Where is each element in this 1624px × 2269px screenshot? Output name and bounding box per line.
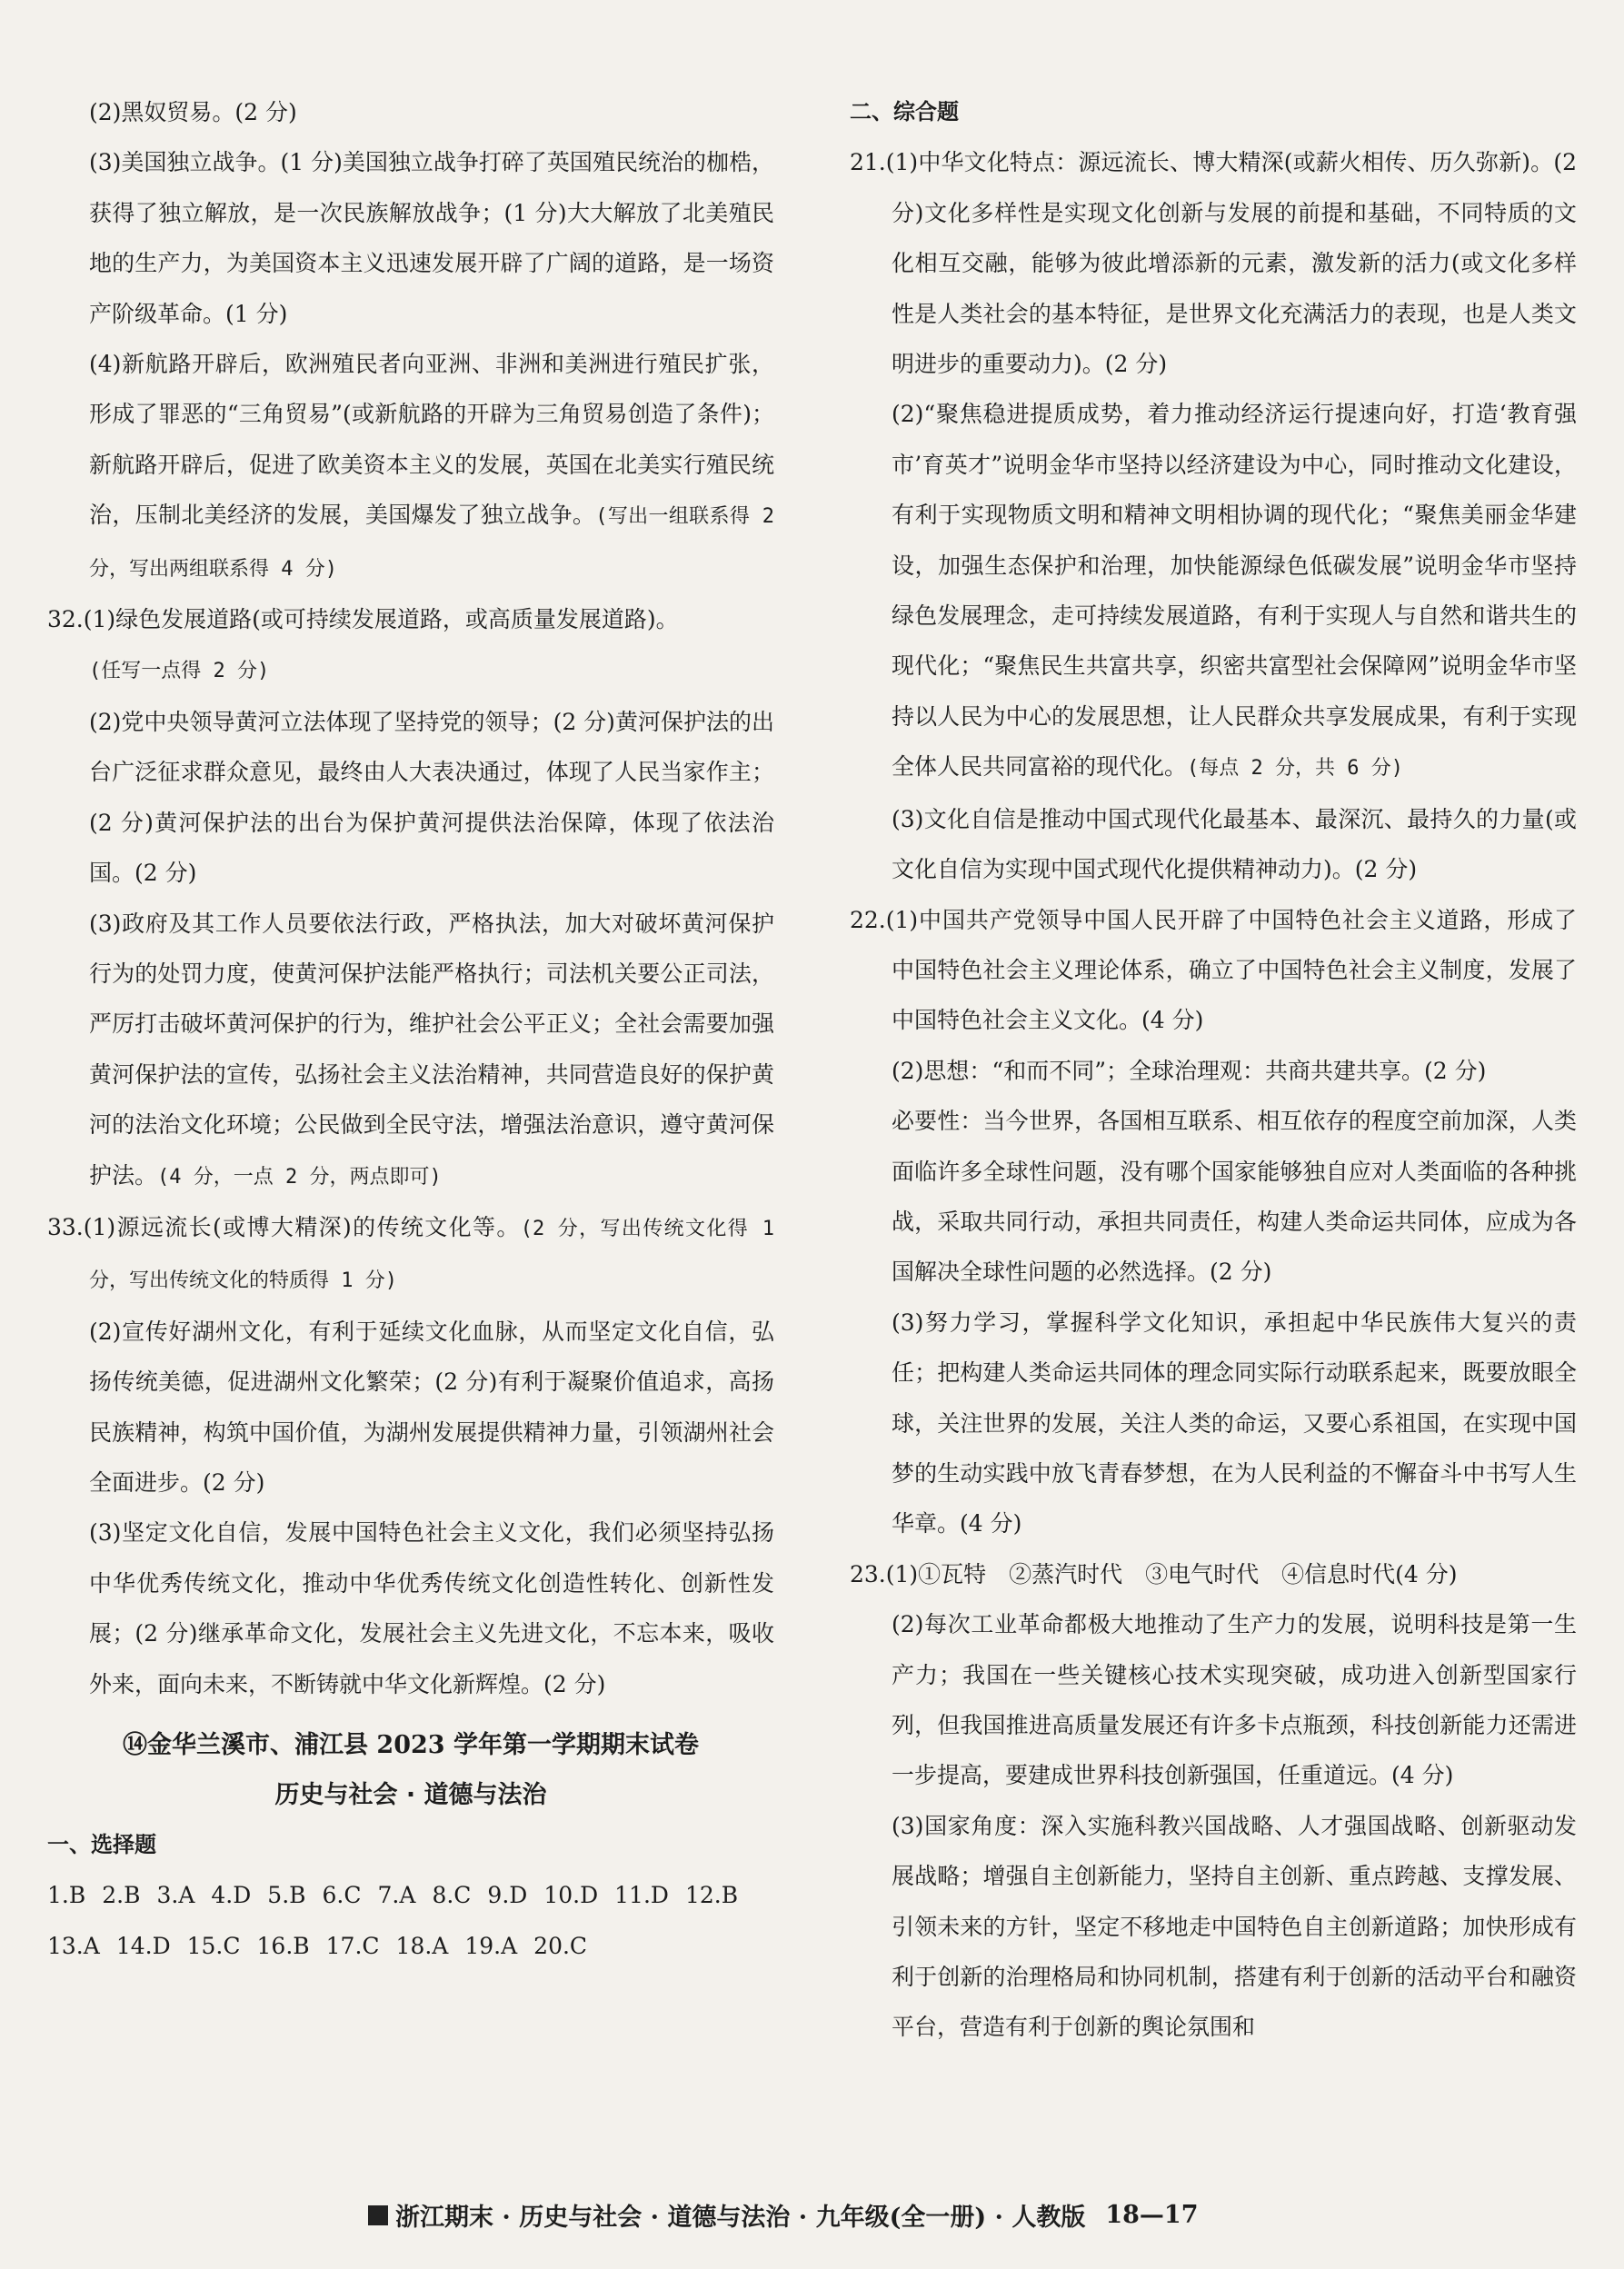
choice-answers: [47, 1870, 774, 1972]
question-33-part-3: (3)坚定文化自信，发展中国特色社会主义文化，我们必须坚持弘扬中华优秀传统文化，推动中华优秀传统文化创造性转化、创新性发展；(2 分)继承革命文化，发展社会主义先进文化，不忘本来，吸收外来，面向未来，不断铸就中华文化新辉煌。(2 分): [89, 1519, 774, 1697]
choice-answer: 6.C: [322, 1882, 362, 1909]
question-22-part-3: (3)努力学习，掌握科学文化知识，承担起中华民族伟大复兴的责任；把构建人类命运共同体的理念同实际行动联系起来，既要放眼全球，关注世界的发展，关注人类的命运，又要心系祖国，在实现中国梦的生动实践中放飞青春梦想，在为人民利益的不懈奋斗中书写人生华章。(4 分): [892, 1309, 1577, 1538]
question-32-part-2: (2)党中央领导黄河立法体现了坚持党的领导；(2 分)黄河保护法的出台广泛征求群众意见，最终由人大表决通过，体现了人民当家作主；(2 分)黄河保护法的出台为保护黄河提供法治保障，体现了依法治国。(2 分): [89, 708, 774, 887]
answer-text: (4)新航路开辟后，欧洲殖民者向亚洲、非洲和美洲进行殖民扩张，形成了罪恶的“三角贸易”(或新航路的开辟为三角贸易创造了条件)；新航路开辟后，促进了欧美资本主义的发展，英国在北美实行殖民统治，压制北美经济的发展，美国爆发了独立战争。: [89, 351, 774, 529]
choice-answer: 7.A: [377, 1882, 416, 1909]
footer-square-icon: [368, 2205, 388, 2225]
score-note: (任写一点得 2 分): [89, 660, 270, 683]
choice-answer: 3.A: [156, 1882, 195, 1909]
choice-answer: 4.D: [211, 1882, 252, 1909]
question-32-part-3: [47, 899, 774, 1202]
score-note: (2 分，写出传统文化得 1 分，写出传统文化的特质得 1 分): [89, 1217, 774, 1293]
answer-text: (2)“聚焦稳进提质成势，着力推动经济运行提速向好，打造‘教育强市’育英才”说明金华市坚持以经济建设为中心，同时推动文化建设，有利于实现物质文明和精神文明相协调的现代化；“聚焦美丽金华建设，加强生态保护和治理，加快能源绿色低碳发展”说明金华市坚持绿色发展理念，走可持续发展道路，有利于实现人与自然和谐共生的现代化；“聚焦民生共富共享，织密共富型社会保障网”说明金华市坚持以人民为中心的发展思想，让人民群众共享发展成果，有利于实现全体人民共同富裕的现代化。: [892, 401, 1577, 781]
answer-text: 32.(1)绿色发展道路(或可持续发展道路，或高质量发展道路)。: [47, 606, 679, 633]
choice-answer: 9.D: [487, 1882, 528, 1909]
choice-answer: 13.A: [47, 1933, 100, 1960]
question-22-part-1: 22.(1)中国共产党领导中国人民开辟了中国特色社会主义道路，形成了中国特色社会主义理论体系，确立了中国特色社会主义制度，发展了中国特色社会主义文化。(4 分): [850, 906, 1577, 1034]
choice-answer: 5.B: [267, 1882, 306, 1909]
exam-title: ⑭金华兰溪市、浦江县 2023 学年第一学期期末试卷: [123, 1731, 699, 1759]
right-column: [850, 87, 1577, 2053]
answer-text: 33.(1)源远流长(或博大精深)的传统文化等。: [47, 1213, 521, 1240]
choice-answer: 1.B: [47, 1882, 86, 1909]
choice-answer: 20.C: [533, 1933, 588, 1960]
choice-answer: 15.C: [186, 1933, 241, 1960]
choice-answer: 8.C: [432, 1882, 472, 1909]
choice-answer: 14.D: [115, 1933, 171, 1960]
choice-answer: 17.C: [325, 1933, 380, 1960]
question-21-part-3: (3)文化自信是推动中国式现代化最基本、最深沉、最持久的力量(或文化自信为实现中国式现代化提供精神动力)。(2 分): [892, 805, 1577, 883]
answer-paragraph: (2)黑奴贸易。(2 分): [89, 99, 297, 125]
page-number: 18—17: [1105, 2201, 1199, 2229]
question-23-part-3: (3)国家角度：深入实施科教兴国战略、人才强国战略、创新驱动发展战略；增强自主创新能力，坚持自主创新、重点跨越、支撑发展、引领未来的方针，坚定不移地走中国特色自主创新道路；加快形成有利于创新的治理格局和协同机制，搭建有利于创新的活动平台和融资平台，营造有利于创新的舆论氛围和: [892, 1812, 1577, 2041]
choice-answer: 10.D: [543, 1882, 599, 1909]
choice-answer: 19.A: [464, 1933, 518, 1960]
section-heading-choice: 一、选择题: [47, 1832, 156, 1857]
question-22-part-2: (2)思想：“和而不同”；全球治理观：共商共建共享。(2 分): [892, 1057, 1487, 1084]
question-33-part-2: (2)宣传好湖州文化，有利于延续文化血脉，从而坚定文化自信，弘扬传统美德，促进湖州文化繁荣；(2 分)有利于凝聚价值追求，高扬民族精神，构筑中国价值，为湖州发展提供精神力量，引领湖州社会全面进步。(2 分): [89, 1318, 774, 1496]
section-heading-comprehensive: 二、综合题: [850, 99, 959, 124]
choice-answer: 12.B: [684, 1882, 739, 1909]
choice-answer: 16.B: [256, 1933, 310, 1960]
question-23-part-1: 23.(1)①瓦特 ②蒸汽时代 ③电气时代 ④信息时代(4 分): [850, 1560, 1458, 1587]
choice-answer: 2.B: [102, 1882, 141, 1909]
left-column: [47, 87, 774, 1972]
page-footer: [368, 2197, 1277, 2233]
score-note: (每点 2 分，共 6 分): [1187, 757, 1403, 781]
question-22-necessity: 必要性：当今世界，各国相互联系、相互依存的程度空前加深，人类面临许多全球性问题，没有哪个国家能够独自应对人类面临的各种挑战，采取共同行动，承担共同责任，构建人类命运共同体，应成为各国解决全球性问题的必然选择。(2 分): [892, 1108, 1577, 1286]
question-23-part-2: (2)每次工业革命都极大地推动了生产力的发展，说明科技是第一生产力；我国在一些关键核心技术实现突破，成功进入创新型国家行列，但我国推进高质量发展还有许多卡点瓶颈，科技创新能力还需进一步提高，要建成世界科技创新强国，任重道远。(4 分): [892, 1611, 1577, 1789]
question-32-part-1: [47, 594, 774, 697]
footer-text: 浙江期末 · 历史与社会 · 道德与法治 · 九年级(全一册) · 人教版: [395, 2204, 1086, 2232]
score-note: (写出一组联系得 2 分，写出两组联系得 4 分): [89, 505, 774, 581]
answer-paragraph: [47, 339, 774, 594]
question-33-part-1: [47, 1202, 774, 1307]
exam-subtitle: 历史与社会 · 道德与法治: [274, 1781, 547, 1809]
choice-answer: 18.A: [395, 1933, 449, 1960]
score-note: (4 分，一点 2 分，两点即可): [157, 1165, 442, 1189]
choice-answer: 11.D: [614, 1882, 669, 1909]
answer-paragraph: (3)美国独立战争。(1 分)美国独立战争打碎了英国殖民统治的枷梏，获得了独立解放，是一次民族解放战争；(1 分)大大解放了北美殖民地的生产力，为美国资本主义迅速发展开辟了广阔的道路，是一场资产阶级革命。(1 分): [89, 149, 774, 327]
question-21-part-2: [850, 389, 1577, 793]
answer-text: (3)政府及其工作人员要依法行政，严格执法，加大对破坏黄河保护行为的处罚力度，使黄河保护法能严格执行；司法机关要公正司法，严厉打击破坏黄河保护的行为，维护社会公平正义；全社会需要加强黄河保护法的宣传，弘扬社会主义法治精神，共同营造良好的保护黄河的法治文化环境；公民做到全民守法，增强法治意识，遵守黄河保护法。: [89, 910, 774, 1189]
question-21-part-1: 21.(1)中华文化特点：源远流长、博大精深(或薪火相传、历久弥新)。(2 分)文化多样性是实现文化创新与发展的前提和基础，不同特质的文化相互交融，能够为彼此增添新的元素，激发新的活力(或文化多样性是人类社会的基本特征，是世界文化充满活力的表现，也是人类文明进步的重要动力)。(2 分): [850, 149, 1577, 378]
